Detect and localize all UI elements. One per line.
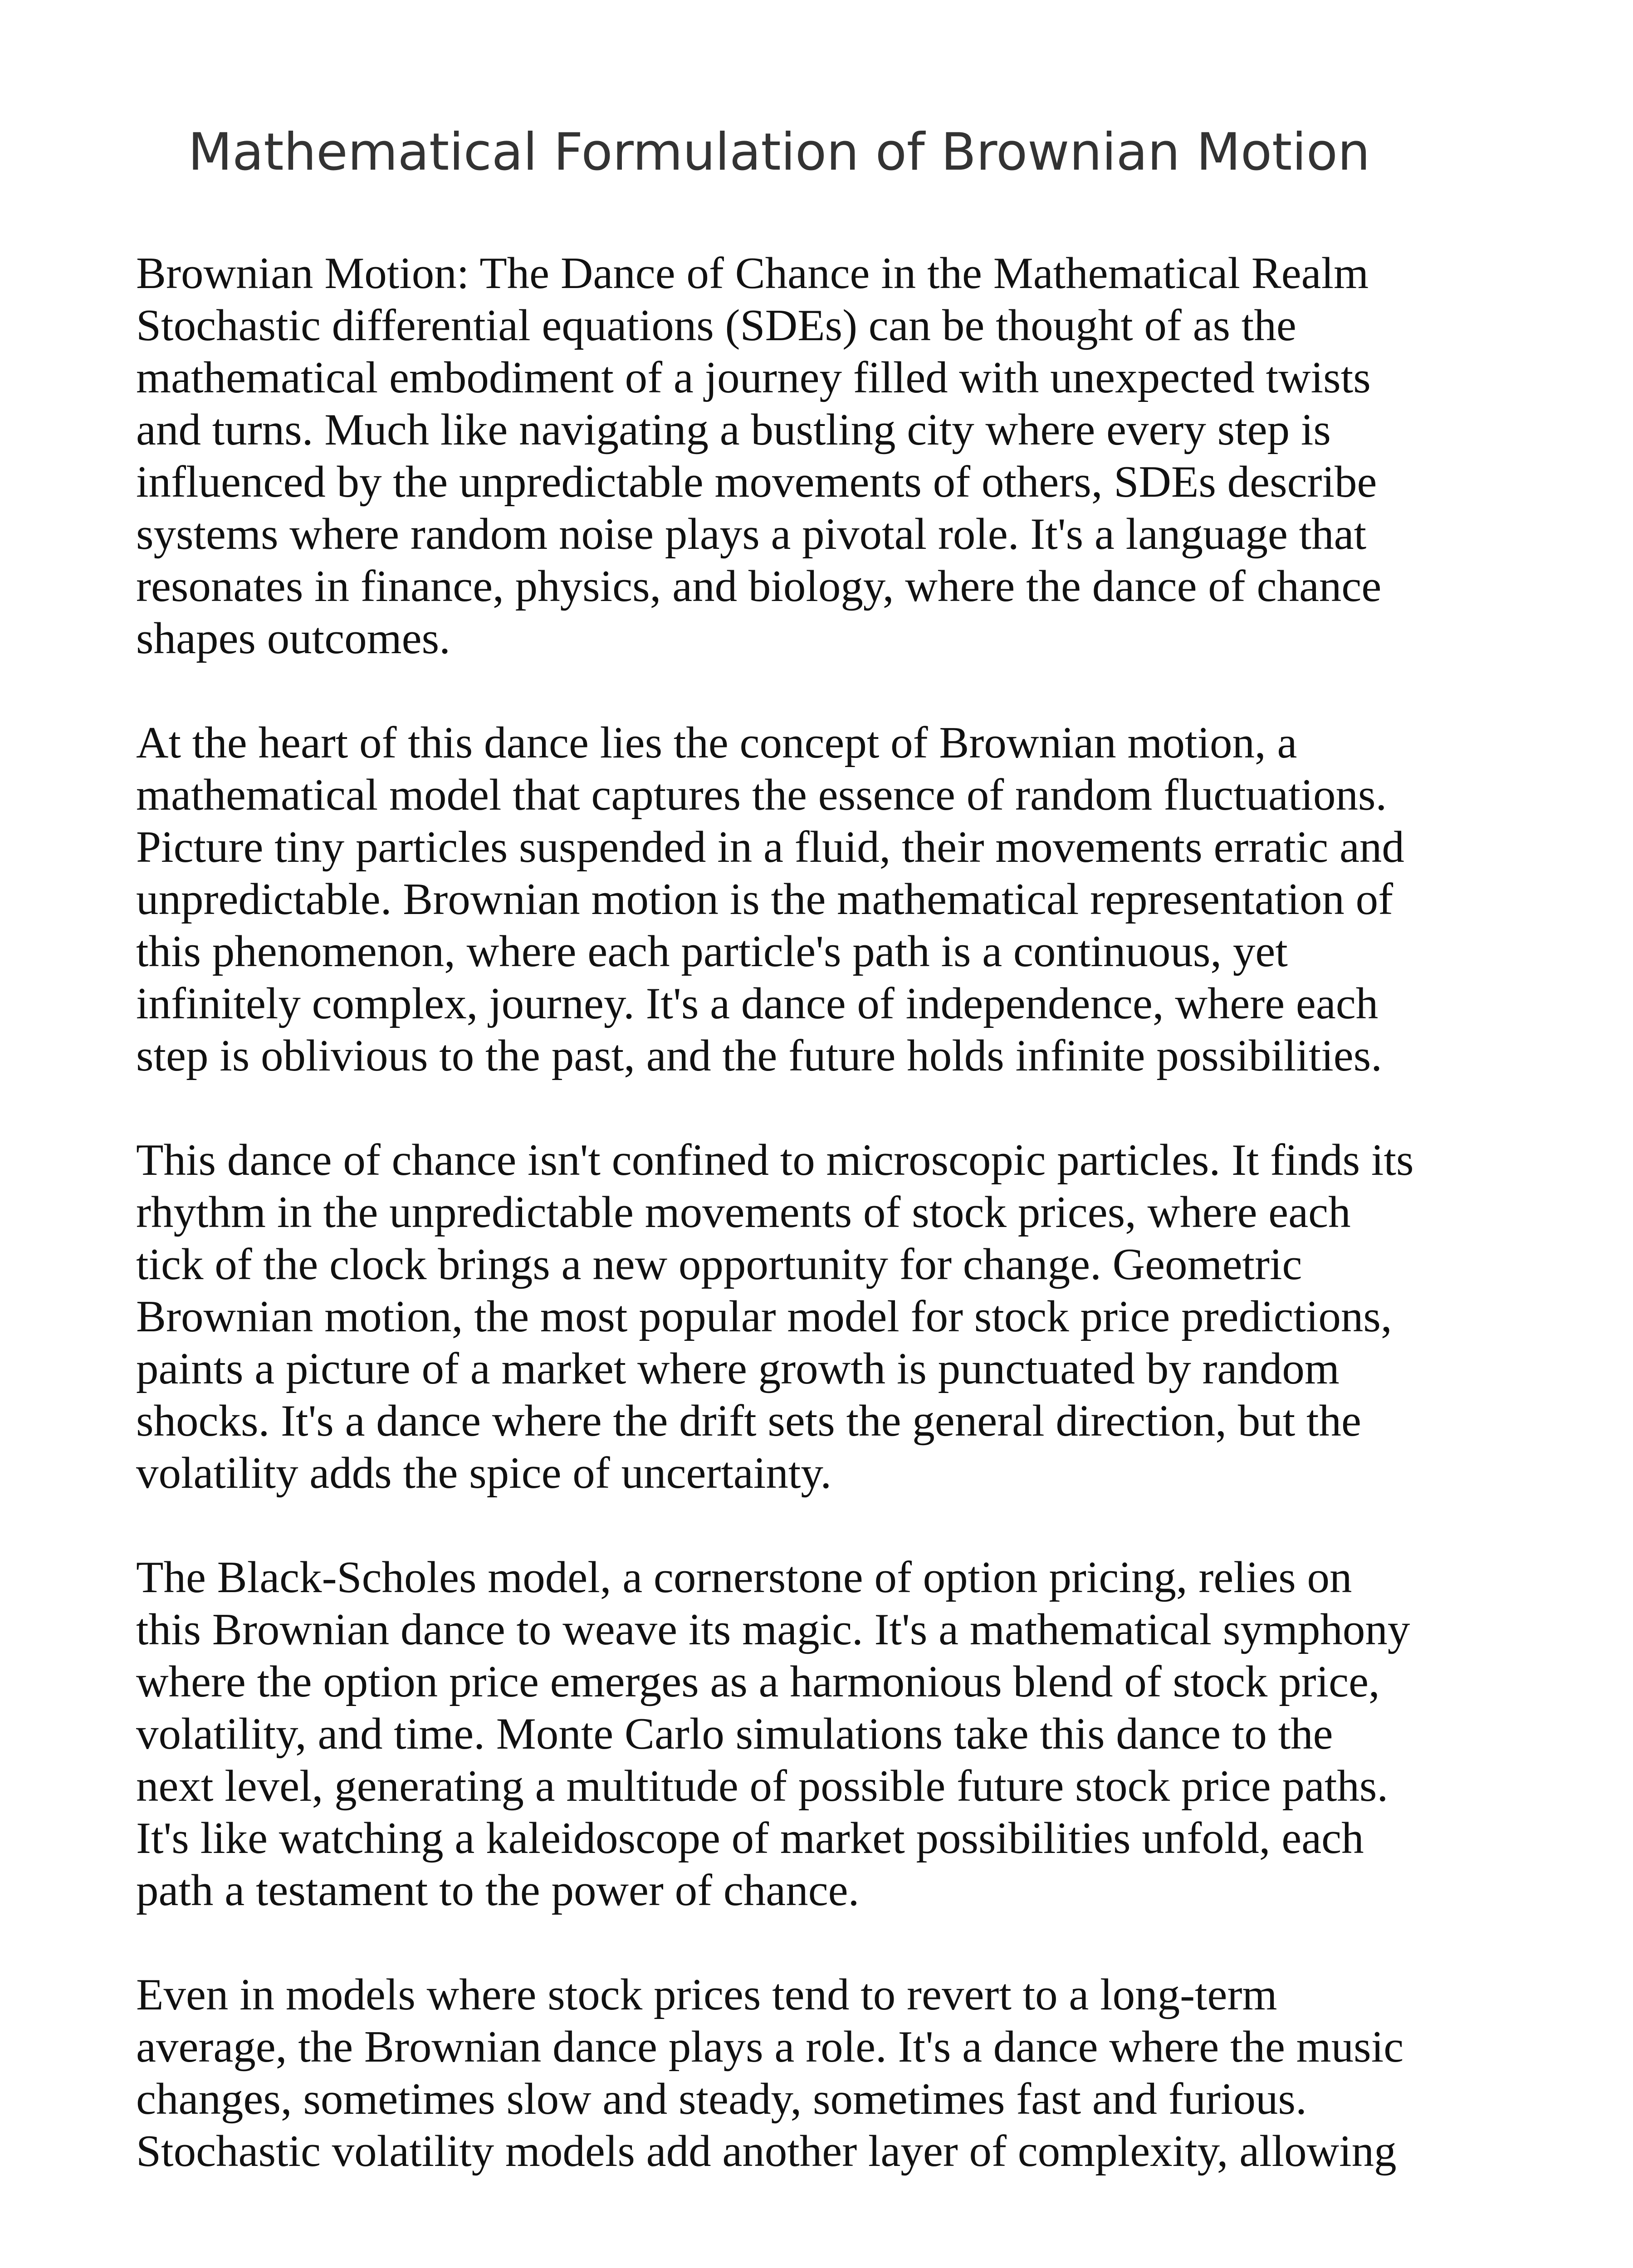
text-line: changes, sometimes slow and steady, sometimes fast and furious.	[136, 2074, 1307, 2124]
text-line: infinitely complex, journey. It's a dance of independence, where each	[136, 979, 1379, 1028]
page-title: Mathematical Formulation of Brownian Motion	[188, 122, 1370, 182]
text-line: systems where random noise plays a pivotal role. It's a language that	[136, 509, 1367, 559]
text-line: It's like watching a kaleidoscope of market possibilities unfold, each	[136, 1813, 1364, 1863]
paragraph	[136, 1969, 1479, 2177]
text-line: where the option price emerges as a harmonious blend of stock price,	[136, 1657, 1380, 1706]
text-line: average, the Brownian dance plays a role. It's a dance where the music	[136, 2022, 1404, 2072]
text-line: next level, generating a multitude of possible future stock price paths.	[136, 1761, 1389, 1811]
text-line: At the heart of this dance lies the concept of Brownian motion, a	[136, 718, 1297, 767]
text-line: this phenomenon, where each particle's path is a continuous, yet	[136, 927, 1288, 976]
text-line: volatility adds the spice of uncertainty.	[136, 1448, 832, 1498]
paragraph	[136, 247, 1479, 665]
text-line: step is oblivious to the past, and the future holds infinite possibilities.	[136, 1031, 1383, 1080]
text-line: rhythm in the unpredictable movements of stock prices, where each	[136, 1188, 1351, 1237]
text-line: Brownian motion, the most popular model for stock price predictions,	[136, 1292, 1392, 1341]
paragraph	[136, 717, 1479, 1082]
text-line: this Brownian dance to weave its magic. It's a mathematical symphony	[136, 1605, 1410, 1654]
text-line: Stochastic differential equations (SDEs) can be thought of as the	[136, 301, 1296, 350]
text-line: resonates in finance, physics, and biology, where the dance of chance	[136, 562, 1382, 611]
text-line: volatility, and time. Monte Carlo simulations take this dance to the	[136, 1709, 1333, 1759]
text-line: shocks. It's a dance where the drift sets the general direction, but the	[136, 1396, 1361, 1446]
text-line: Brownian Motion: The Dance of Chance in the Mathematical Realm	[136, 249, 1369, 298]
text-line: This dance of chance isn't confined to microscopic particles. It finds its	[136, 1135, 1414, 1185]
text-line: mathematical embodiment of a journey filled with unexpected twists	[136, 353, 1371, 402]
paragraph	[136, 1551, 1479, 1916]
text-line: influenced by the unpredictable movements of others, SDEs describe	[136, 457, 1377, 507]
text-line: unpredictable. Brownian motion is the mathematical representation of	[136, 875, 1393, 924]
text-line: paints a picture of a market where growth is punctuated by random	[136, 1344, 1340, 1393]
body-text	[136, 247, 1479, 2177]
text-line: Stochastic volatility models add another layer of complexity, allowing	[136, 2126, 1397, 2176]
text-line: and turns. Much like navigating a bustling city where every step is	[136, 405, 1331, 455]
text-line: Picture tiny particles suspended in a fluid, their movements erratic and	[136, 822, 1404, 872]
text-line: shapes outcomes.	[136, 614, 450, 663]
text-line: Even in models where stock prices tend to revert to a long-term	[136, 1970, 1277, 2019]
text-line: path a testament to the power of chance.	[136, 1866, 860, 1915]
text-line: mathematical model that captures the essence of random fluctuations.	[136, 770, 1387, 820]
text-line: tick of the clock brings a new opportunity for change. Geometric	[136, 1240, 1302, 1289]
paragraph	[136, 1134, 1479, 1499]
text-line: The Black-Scholes model, a cornerstone of option pricing, relies on	[136, 1553, 1352, 1602]
